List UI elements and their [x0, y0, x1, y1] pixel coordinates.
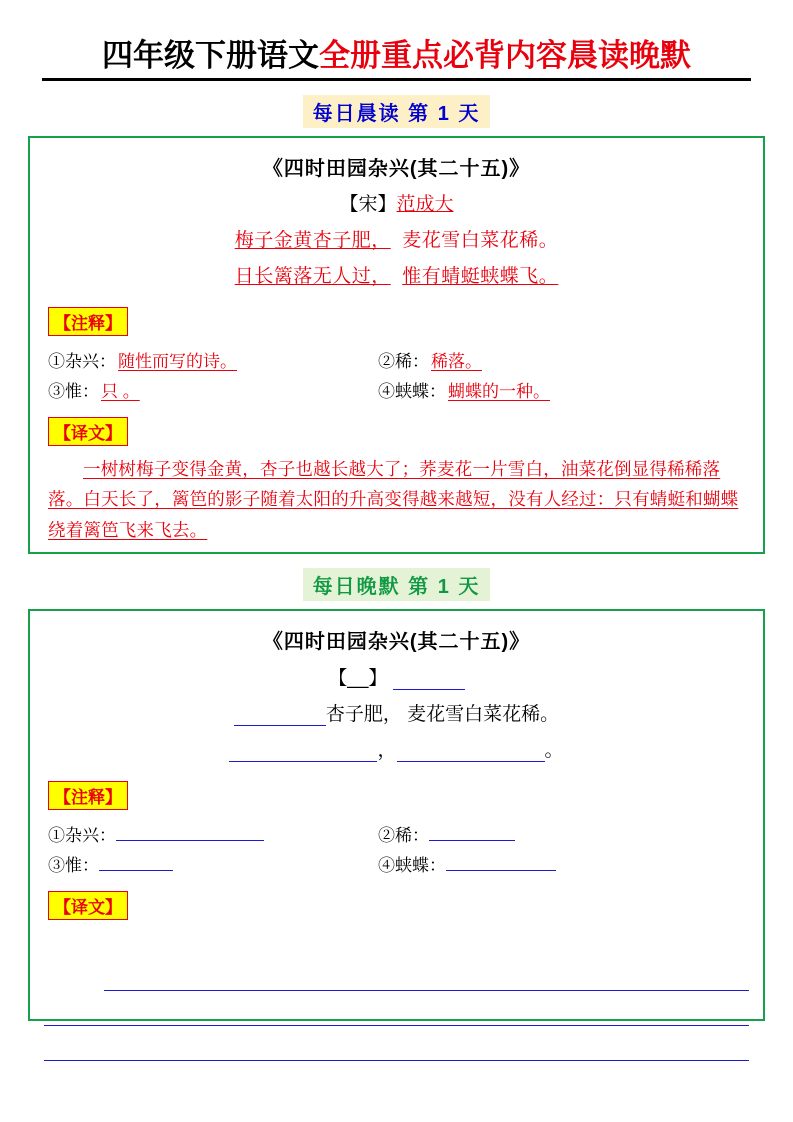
evening-notes-row-1	[48, 821, 749, 846]
morning-header-label: 每日晨读 第 1 天	[303, 95, 491, 128]
morning-line-1a: 梅子金黄杏子肥，	[234, 229, 391, 251]
morning-note-3-value: 只 。	[101, 381, 140, 401]
evening-note-1	[48, 821, 378, 846]
page-title	[42, 38, 751, 81]
morning-translation-text: 一树树梅子变得金黄，杏子也越长越大了；荞麦花一片雪白，油菜花倒显得稀稀落落。白天长了，篱笆的影子随着太阳的升高变得越来越短，没有人经过：只有蜻蜓和蝴蝶绕着篱笆飞来飞去。	[48, 458, 739, 540]
morning-note-1-value: 随性而写的诗。	[118, 351, 237, 371]
evening-poem-title: 《四时田园杂兴(其二十五)》	[262, 630, 531, 653]
morning-poem-line-1	[44, 225, 749, 252]
evening-notes-row-2	[48, 851, 749, 876]
morning-note-1	[48, 347, 378, 372]
evening-dynasty-blank[interactable]: 【__】	[328, 667, 388, 689]
morning-note-2-value: 稀落。	[431, 351, 482, 371]
evening-note-2	[378, 821, 515, 846]
morning-notes-row-2	[48, 377, 749, 402]
morning-note-4	[378, 377, 552, 402]
evening-content-box	[28, 609, 765, 1021]
evening-header-label: 每日晚默 第 1 天	[303, 568, 491, 601]
morning-author: 范成大	[396, 193, 454, 215]
evening-section-header	[28, 568, 765, 601]
evening-line-2-period: 。	[544, 739, 564, 761]
title-part-1: 四年级下册语文	[102, 38, 319, 73]
page-footer-spacer	[28, 1021, 765, 1061]
morning-poem-title: 《四时田园杂兴(其二十五)》	[262, 157, 531, 180]
morning-section-header	[28, 95, 765, 128]
title-text	[42, 38, 751, 74]
evening-note-1-label: ①杂兴：	[48, 825, 116, 845]
evening-note-3	[48, 851, 378, 876]
morning-line-2b: 惟有蜻蜓蛱蝶飞。	[402, 265, 559, 287]
morning-poem-line-2	[44, 261, 749, 288]
evening-line-2a-blank[interactable]	[229, 745, 377, 762]
morning-note-3-label: ③惟：	[48, 381, 99, 401]
morning-content-box	[28, 136, 765, 554]
evening-line-2-row	[44, 735, 749, 762]
morning-note-3	[48, 377, 378, 402]
evening-note-4-blank[interactable]	[446, 855, 556, 871]
title-part-2: 全册重点必背内容晨读晚默	[319, 38, 691, 73]
evening-translation-tag: 【译文】	[48, 891, 128, 920]
evening-note-1-blank[interactable]	[116, 825, 264, 841]
morning-notes-row-1	[48, 347, 749, 372]
morning-dynasty: 【宋】	[339, 193, 397, 215]
evening-notes-tag: 【注释】	[48, 781, 128, 810]
morning-note-2-label: ②稀：	[378, 351, 429, 371]
evening-dynasty-row	[44, 663, 749, 690]
evening-line-1-tail: 杏子肥， 麦花雪白菜花稀。	[325, 703, 560, 725]
evening-note-4-label: ④蛱蝶：	[378, 855, 446, 875]
morning-poem-author-line	[44, 189, 749, 216]
evening-line-2b-blank[interactable]	[397, 745, 545, 762]
evening-line-1-row	[44, 699, 749, 726]
evening-note-4	[378, 851, 556, 876]
morning-note-4-value: 蝴蝶的一种。	[448, 381, 550, 401]
evening-note-2-blank[interactable]	[429, 825, 515, 841]
morning-line-2a: 日长篱落无人过，	[234, 265, 391, 287]
morning-note-4-label: ④蛱蝶：	[378, 381, 446, 401]
evening-note-3-blank[interactable]	[99, 855, 173, 871]
morning-translation-tag: 【译文】	[48, 417, 128, 446]
evening-line-1-blank[interactable]	[234, 709, 326, 726]
evening-translation-line-1[interactable]	[104, 956, 749, 991]
evening-line-2-comma: ，	[377, 739, 397, 761]
morning-note-1-label: ①杂兴：	[48, 351, 116, 371]
morning-line-1b: 麦花雪白菜花稀。	[402, 229, 559, 251]
morning-notes-tag: 【注释】	[48, 307, 128, 336]
evening-note-2-label: ②稀：	[378, 825, 429, 845]
morning-note-2	[378, 347, 484, 372]
evening-author-blank[interactable]	[393, 673, 465, 690]
evening-note-3-label: ③惟：	[48, 855, 99, 875]
